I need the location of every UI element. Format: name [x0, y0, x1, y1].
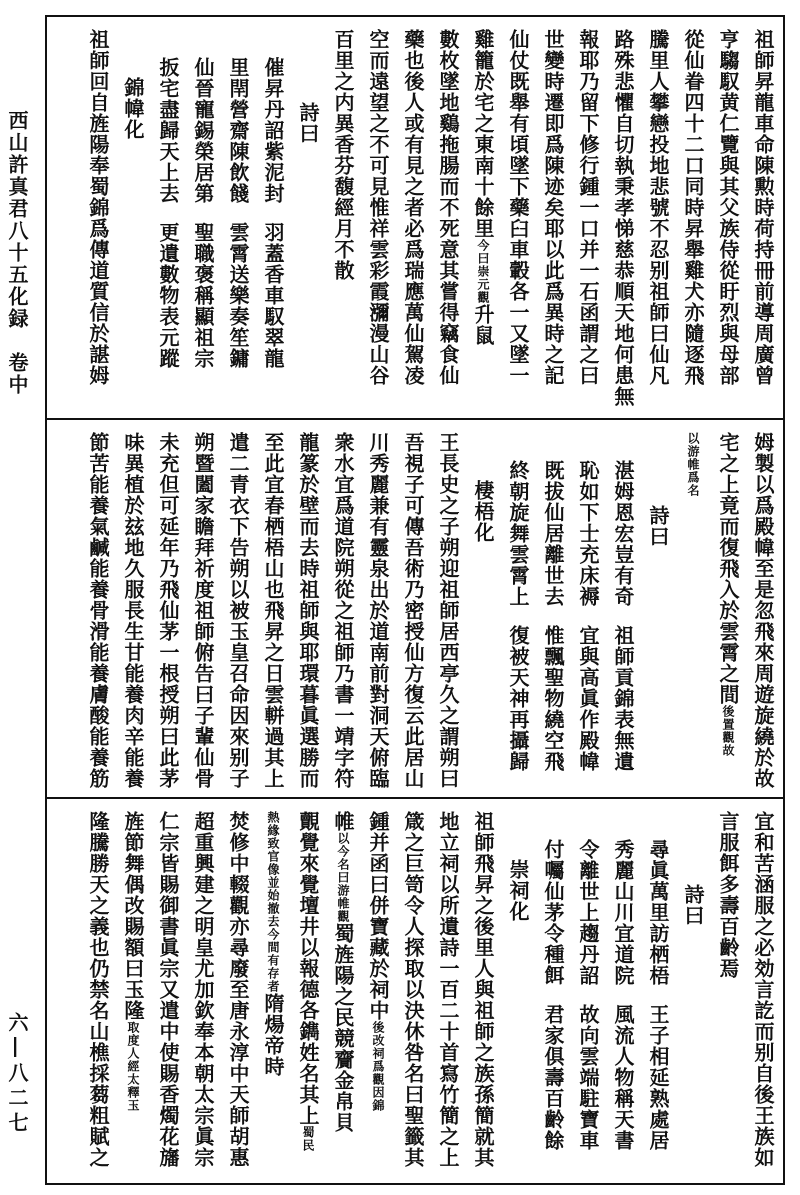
poem-line: 惟飄聖物繞空飛 — [541, 625, 565, 772]
text-column — [640, 420, 675, 797]
prose-line — [80, 432, 115, 789]
poem-line: 秀麗山川宜道院 — [611, 839, 635, 986]
text-run: 地立祠以所遺詩一百二十首寫竹簡之上 — [436, 811, 460, 1168]
text-run: 雞籠於宅之東南十餘里 — [471, 29, 495, 239]
text-column — [220, 799, 255, 1183]
prose-line — [395, 432, 430, 789]
poem-line: 聖職褒稱顯祖宗 — [191, 222, 215, 369]
text-column — [360, 420, 395, 797]
prose-line — [185, 811, 220, 1168]
text-column — [115, 420, 150, 797]
annotation: 以游帷爲名 — [686, 432, 700, 497]
text-frame — [45, 15, 785, 1185]
text-run: 空而遠望之不可見惟祥雲彩霞瀰漫山谷 — [366, 29, 390, 386]
prose-line — [675, 432, 710, 497]
prose-line — [430, 811, 465, 1168]
poem-heading: 詩曰 — [646, 505, 670, 547]
poem-line: 羽蓋香車馭翠龍 — [261, 222, 285, 369]
prose-line — [395, 29, 430, 386]
text-column — [325, 799, 360, 1183]
poem-line: 復被天神再攝歸 — [506, 625, 530, 772]
prose-line — [115, 811, 150, 1112]
prose-line — [220, 811, 255, 1168]
text-run: 祖師飛昇之後里人與祖師之族孫簡就其 — [471, 811, 495, 1168]
text-column — [745, 799, 780, 1183]
text-run: 升鼠 — [471, 304, 495, 346]
text-column — [185, 420, 220, 797]
prose-line — [325, 432, 360, 789]
register-bottom — [47, 797, 783, 1183]
text-column — [710, 420, 745, 797]
poem-line: 故向雲端駐寶車 — [576, 1004, 600, 1151]
text-run: 焚修中輟觀亦尋廢至唐永淳中天師胡惠 — [226, 811, 250, 1168]
text-column — [185, 799, 220, 1183]
prose-line — [570, 29, 605, 386]
text-column — [150, 799, 185, 1183]
text-run: 數枚墜地鷄拖腸而不死意其嘗得竊食仙 — [436, 29, 460, 386]
page-number: 六―八二七 — [5, 1012, 29, 1137]
text-column — [570, 17, 605, 418]
poem-line: 宜與高眞作殿幃 — [576, 625, 600, 772]
annotation: 後置觀故 — [721, 705, 735, 757]
poem-line: 付囑仙茅令種餌 — [541, 839, 565, 986]
poem-heading: 詩曰 — [681, 884, 705, 926]
prose-line — [675, 29, 710, 386]
text-run: 超重興建之明皇尤加欽奉本朝太宗眞宗 — [191, 811, 215, 1168]
prose-line — [710, 432, 745, 757]
text-column — [745, 17, 780, 418]
text-column — [535, 799, 570, 1183]
text-column — [255, 420, 290, 797]
text-run: 衆水宜爲道院朔從之祖師乃書一靖字符 — [331, 432, 355, 789]
text-run: 箴之巨笥令人探取以決休咎名曰聖籤其 — [401, 811, 425, 1168]
text-run: 騰里人攀戀投地悲號不忍别祖師曰仙凡 — [646, 29, 670, 386]
text-column — [570, 420, 605, 797]
prose-line — [325, 29, 360, 281]
text-column — [150, 17, 185, 418]
prose-line — [220, 432, 255, 789]
text-run: 隆騰勝天之義也仍禁名山樵採蒭粗賦之 — [86, 811, 110, 1168]
text-column — [535, 17, 570, 418]
prose-line — [710, 29, 745, 386]
text-column — [430, 420, 465, 797]
section-title: 錦幃化 — [121, 77, 145, 140]
text-run: 旌節舞偶改賜額曰玉隆 — [121, 811, 145, 1021]
text-run: 至此宜春栖梧山也飛昇之日雲軿過其上 — [261, 432, 285, 789]
prose-line — [360, 29, 395, 386]
text-column — [395, 17, 430, 418]
prose-line — [500, 29, 535, 386]
text-column — [150, 420, 185, 797]
register-top — [47, 17, 783, 418]
text-column — [325, 420, 360, 797]
text-run: 帷 — [331, 811, 355, 832]
prose-line — [290, 811, 325, 1152]
text-column — [465, 17, 500, 418]
annotation: 以今名曰游帷觀 — [336, 832, 350, 923]
text-run: 覿覺來覺壇井以報德各鐫姓名其上 — [296, 811, 320, 1126]
text-run: 朔暨闔家瞻拜祈度祖師俯告曰子輩仙骨 — [191, 432, 215, 789]
poem-line: 令離世上趨丹詔 — [576, 839, 600, 986]
text-run: 祖師昇龍車命陳勲時荷持冊前導周廣曾 — [751, 29, 775, 386]
prose-line — [185, 432, 220, 789]
prose-line — [80, 811, 115, 1168]
annotation: 熱緣致官像並始撤去今間有存者 — [266, 811, 280, 993]
text-column — [220, 17, 255, 418]
prose-line — [745, 29, 780, 386]
prose-line — [640, 29, 675, 386]
prose-line — [430, 432, 465, 789]
prose-line — [325, 811, 360, 1133]
poem-line: 君家俱壽百齡餘 — [541, 1004, 565, 1151]
prose-line — [395, 811, 430, 1168]
text-run: 龍篆於壁而去時祖師與耶環暮眞選勝而 — [296, 432, 320, 789]
prose-line — [150, 811, 185, 1168]
text-column — [290, 17, 325, 418]
text-run: 鍾并函曰併寶藏於祠中 — [366, 811, 390, 1021]
annotation: 取度人經太釋玉 — [126, 1021, 140, 1112]
register-middle — [47, 418, 783, 797]
prose-line — [255, 811, 290, 1077]
section-title: 崇祠化 — [506, 859, 530, 922]
prose-line — [115, 432, 150, 789]
text-column — [710, 17, 745, 418]
text-column — [710, 799, 745, 1183]
text-column — [220, 420, 255, 797]
text-column — [605, 420, 640, 797]
text-column — [500, 799, 535, 1183]
text-column — [290, 420, 325, 797]
text-column — [255, 17, 290, 418]
text-column — [115, 17, 150, 418]
text-run: 仁宗皆賜御書眞宗又遣中使賜香燭花旛 — [156, 811, 180, 1168]
poem-line: 風流人物稱天書 — [611, 1004, 635, 1151]
text-column — [675, 799, 710, 1183]
text-run: 言服餌多壽百齡焉 — [716, 811, 740, 979]
text-column — [535, 420, 570, 797]
poem-heading: 詩曰 — [296, 102, 320, 144]
text-run: 世變時遷即爲陳迹矣耶以此爲異時之記 — [541, 29, 565, 386]
text-run: 節苦能養氣鹹能養骨滑能養膚酸能養筋 — [86, 432, 110, 789]
text-run: 川秀麗兼有靈泉出於道南前對洞天俯臨 — [366, 432, 390, 789]
text-column — [430, 17, 465, 418]
text-run: 百里之内異香芬馥經月不散 — [331, 29, 355, 281]
text-column — [745, 420, 780, 797]
prose-line — [465, 811, 500, 1168]
text-column — [80, 420, 115, 797]
poem-line: 湛姆恩宏豈有奇 — [611, 460, 635, 607]
poem-line: 恥如下士充床褥 — [576, 460, 600, 607]
text-run: 宅之上竟而復飛入於雲霄之間 — [716, 432, 740, 705]
annotation: 今曰崇元觀 — [476, 239, 490, 304]
poem-line: 扳宅盡歸天上去 — [156, 57, 180, 204]
annotation: 後改祠爲觀因錦 — [371, 1021, 385, 1112]
poem-line: 仙晉寵錫榮居第 — [191, 57, 215, 204]
prose-line — [255, 432, 290, 789]
text-run: 從仙眷四十二口同時昇舉雞犬亦隨逐飛 — [681, 29, 705, 386]
poem-line: 尋眞萬里訪栖梧 — [646, 839, 670, 986]
text-column — [360, 799, 395, 1183]
text-run: 遣二青衣下告朔以被玉皇召命因來别子 — [226, 432, 250, 789]
prose-line — [150, 432, 185, 789]
annotation: 蜀民 — [301, 1126, 315, 1152]
text-column — [640, 799, 675, 1183]
text-column — [360, 17, 395, 418]
text-run: 王長史之子朔迎祖師居西亭久之謂朔曰 — [436, 432, 460, 789]
text-column — [185, 17, 220, 418]
poem-line: 終朝旋舞雲霄上 — [506, 460, 530, 607]
text-run: 藥也後人或有見之者必爲瑞應萬仙駕凌 — [401, 29, 425, 386]
text-run: 路殊悲懼自切執秉孝悌慈恭順天地何患無 — [611, 29, 635, 407]
prose-line — [605, 29, 640, 407]
text-run: 姆製以爲殿幃至是忽飛來周遊旋繞於故 — [751, 432, 775, 789]
poem-line: 更遺數物表元蹤 — [156, 222, 180, 369]
text-run: 未充但可延年乃飛仙茅一根授朔曰此茅 — [156, 432, 180, 789]
text-column — [570, 799, 605, 1183]
poem-line: 催昇丹詔紫泥封 — [261, 57, 285, 204]
text-column — [290, 799, 325, 1183]
text-run: 報耶乃留下修行鍾一口并一石函謂之曰 — [576, 29, 600, 386]
text-column — [465, 799, 500, 1183]
text-column — [80, 799, 115, 1183]
prose-line — [360, 432, 395, 789]
text-column — [500, 420, 535, 797]
text-column — [115, 799, 150, 1183]
text-column — [80, 17, 115, 418]
text-run: 祖師回自旌陽奉蜀錦爲傳道質信於諶姆 — [86, 29, 110, 386]
text-column — [430, 799, 465, 1183]
text-column — [605, 17, 640, 418]
poem-line: 里閈營齋陳飲餞 — [226, 57, 250, 204]
text-column — [465, 420, 500, 797]
running-title: 西山許真君八十五化録 卷中 — [5, 110, 29, 396]
poem-line: 祖師貢錦表無遺 — [611, 625, 635, 772]
text-run: 亨騶馭黄仁覽與其父族侍從盱烈與母部 — [716, 29, 740, 386]
prose-line — [745, 432, 780, 789]
text-column — [500, 17, 535, 418]
prose-line — [80, 29, 115, 386]
text-run: 宜和苦涵服之必効言訖而别自後王族如 — [751, 811, 775, 1168]
section-title: 棲梧化 — [471, 480, 495, 543]
prose-line — [745, 811, 780, 1168]
poem-line: 既拔仙居離世去 — [541, 460, 565, 607]
text-run: 仙仗既舉有頃墜下藥臼車轂各一又墜一 — [506, 29, 530, 386]
text-column — [605, 799, 640, 1183]
text-column — [675, 420, 710, 797]
text-column — [675, 17, 710, 418]
text-run: 隋煬帝時 — [261, 993, 285, 1077]
text-column — [325, 17, 360, 418]
prose-line — [360, 811, 395, 1112]
poem-line: 雲霄送樂奏笙鏞 — [226, 222, 250, 369]
prose-line — [430, 29, 465, 386]
text-run: 吾視子可傳吾術乃密授仙方復云此居山 — [401, 432, 425, 789]
text-column — [640, 17, 675, 418]
text-run: 味異植於玆地久服長生甘能養肉辛能養 — [121, 432, 145, 789]
prose-line — [535, 29, 570, 386]
poem-line: 王子相延熟處居 — [646, 1004, 670, 1151]
text-column — [395, 799, 430, 1183]
prose-line — [290, 432, 325, 789]
prose-line — [710, 811, 745, 979]
prose-line — [465, 29, 500, 346]
text-column — [395, 420, 430, 797]
text-column — [255, 799, 290, 1183]
text-run: 蜀旌陽之民競齎金帛貝 — [331, 923, 355, 1133]
